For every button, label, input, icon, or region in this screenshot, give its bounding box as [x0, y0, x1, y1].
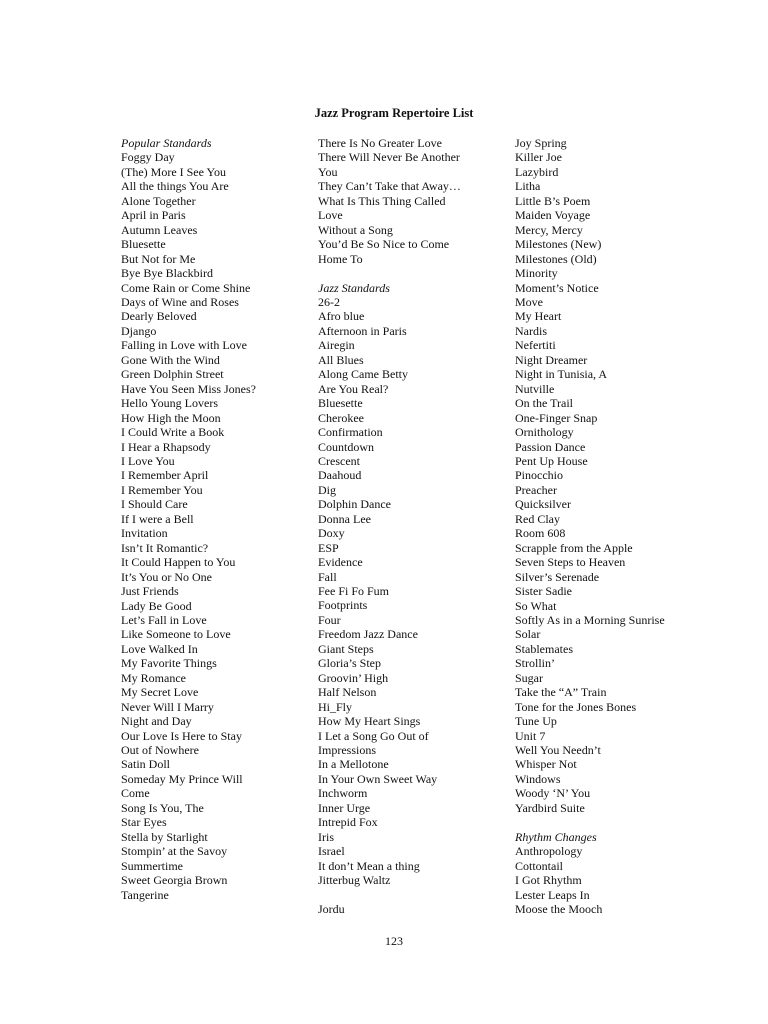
- song-title: Just Friends: [121, 584, 179, 599]
- song-title: April in Paris: [121, 208, 186, 223]
- song-title: If I were a Bell: [121, 511, 194, 526]
- song-title: Silver’s Serenade: [515, 569, 600, 584]
- section-heading: Popular Standards: [121, 136, 212, 150]
- song-title: Out of Nowhere: [121, 743, 199, 758]
- song-title: Footprints: [318, 598, 368, 613]
- section-heading: Jazz Standards: [318, 280, 390, 295]
- song-title: There Will Never Be Another: [318, 150, 460, 165]
- song-title: Moose the Mooch: [515, 902, 603, 916]
- song-title: Let’s Fall in Love: [121, 612, 207, 627]
- song-title: Gone With the Wind: [121, 352, 220, 367]
- song-title: Lady Be Good: [121, 598, 192, 613]
- song-title: Giant Steps: [318, 641, 374, 656]
- song-title: Litha: [515, 179, 541, 194]
- song-title: Half Nelson: [318, 685, 377, 700]
- song-title: I Love You: [121, 453, 175, 468]
- song-title: In Your Own Sweet Way: [318, 771, 438, 786]
- song-title: How My Heart Sings: [318, 714, 421, 729]
- song-title: Night in Tunisia, A: [515, 367, 608, 382]
- song-title: Softly As in a Morning Sunrise: [515, 612, 665, 627]
- song-title: Preacher: [515, 482, 557, 497]
- song-title: Dearly Beloved: [121, 309, 197, 324]
- song-title: Inner Urge: [318, 800, 371, 815]
- song-title: Hi_Fly: [318, 699, 353, 714]
- song-title: What Is This Thing Called: [318, 193, 446, 208]
- song-title: Like Someone to Love: [121, 627, 231, 642]
- song-title: Days of Wine and Roses: [121, 294, 239, 309]
- song-title: Mercy, Mercy: [515, 222, 583, 237]
- song-title: Night Dreamer: [515, 352, 588, 367]
- song-title: Alone Together: [121, 193, 196, 208]
- song-title: Cottontail: [515, 858, 563, 873]
- song-title: I Hear a Rhapsody: [121, 439, 211, 454]
- song-title: I Remember You: [121, 482, 203, 497]
- song-title: But Not for Me: [121, 251, 196, 266]
- song-title: Bye Bye Blackbird: [121, 266, 213, 281]
- song-title: Bluesette: [318, 396, 363, 411]
- song-title: Bluesette: [121, 237, 166, 252]
- song-title: Love Walked In: [121, 641, 198, 656]
- song-title: Sugar: [515, 670, 543, 685]
- song-title: I Let a Song Go Out of: [318, 728, 429, 743]
- song-title: Stablemates: [515, 641, 573, 656]
- song-title: Milestones (New): [515, 237, 602, 252]
- song-title: You’d Be So Nice to Come: [318, 237, 450, 252]
- song-title: Red Clay: [515, 511, 560, 526]
- song-title: My Secret Love: [121, 685, 199, 700]
- song-title: Along Came Betty: [318, 367, 408, 382]
- song-title: My Favorite Things: [121, 656, 217, 671]
- song-title: Pinocchio: [515, 468, 563, 483]
- song-title: Afternoon in Paris: [318, 323, 407, 338]
- song-title: Doxy: [318, 526, 345, 541]
- song-title: Tone for the Jones Bones: [515, 699, 637, 714]
- song-title: Passion Dance: [515, 439, 586, 454]
- song-title: Whisper Not: [515, 757, 577, 772]
- blank-line: [318, 888, 461, 902]
- song-title: I Got Rhythm: [515, 873, 582, 888]
- song-title: Groovin’ High: [318, 670, 389, 685]
- song-title: Solar: [515, 627, 541, 642]
- song-title: Without a Song: [318, 222, 393, 237]
- song-title: Song Is You, The: [121, 800, 204, 815]
- song-title: Donna Lee: [318, 511, 371, 526]
- song-title: Move: [515, 294, 543, 309]
- song-title: Seven Steps to Heaven: [515, 555, 626, 570]
- repertoire-column-1: [121, 136, 256, 902]
- song-title: Falling in Love with Love: [121, 338, 247, 353]
- song-title: 26-2: [318, 294, 340, 309]
- song-title: Our Love Is Here to Stay: [121, 728, 242, 743]
- song-title: Room 608: [515, 526, 566, 541]
- song-title: Isn’t It Romantic?: [121, 540, 209, 555]
- song-title: Satin Doll: [121, 757, 171, 772]
- song-title: Lester Leaps In: [515, 887, 590, 902]
- song-title: Autumn Leaves: [121, 222, 198, 237]
- song-title: Woody ‘N’ You: [515, 786, 591, 801]
- song-title: Maiden Voyage: [515, 208, 591, 223]
- song-title: Milestones (Old): [515, 251, 597, 266]
- song-title: How High the Moon: [121, 410, 221, 425]
- song-title: Dolphin Dance: [318, 497, 391, 512]
- song-title: Jitterbug Waltz: [318, 873, 391, 888]
- song-title: Anthropology: [515, 844, 583, 859]
- song-title: Scrapple from the Apple: [515, 540, 633, 555]
- song-title: Windows: [515, 771, 561, 786]
- song-title: Joy Spring: [515, 136, 567, 150]
- song-title: Yardbird Suite: [515, 800, 585, 815]
- song-title: Tangerine: [121, 887, 169, 902]
- song-title: All Blues: [318, 352, 364, 367]
- song-title: Little B’s Poem: [515, 193, 591, 208]
- song-title: One-Finger Snap: [515, 410, 598, 425]
- song-title: Airegin: [318, 338, 355, 353]
- song-title: Iris: [318, 829, 334, 844]
- song-title: Green Dolphin Street: [121, 367, 224, 382]
- repertoire-column-2: [318, 136, 461, 916]
- song-title: Minority: [515, 266, 558, 281]
- song-title: It Could Happen to You: [121, 555, 236, 570]
- song-title: Pent Up House: [515, 453, 588, 468]
- song-title: I Should Care: [121, 497, 188, 512]
- song-title: Inchworm: [318, 786, 368, 801]
- song-title: Well You Needn’t: [515, 743, 601, 758]
- song-title: Moment’s Notice: [515, 280, 599, 295]
- song-title: Hello Young Lovers: [121, 396, 219, 411]
- song-title: Crescent: [318, 453, 360, 468]
- song-title: Have You Seen Miss Jones?: [121, 381, 256, 396]
- song-title: Stompin’ at the Savoy: [121, 844, 228, 859]
- song-title: Four: [318, 612, 341, 627]
- song-title: Jordu: [318, 901, 345, 916]
- song-title: All the things You Are: [121, 179, 229, 194]
- song-title: In a Mellotone: [318, 757, 389, 772]
- song-title: Tune Up: [515, 714, 557, 729]
- song-title: Evidence: [318, 555, 363, 570]
- song-title: Strollin’: [515, 656, 556, 671]
- song-title: Cherokee: [318, 410, 364, 425]
- song-title: They Can’t Take that Away…: [318, 179, 461, 194]
- song-title: Nardis: [515, 323, 547, 338]
- song-title: Israel: [318, 844, 345, 859]
- song-title: My Romance: [121, 670, 186, 685]
- song-title: Ornithology: [515, 425, 574, 440]
- song-title: Summertime: [121, 858, 183, 873]
- song-title: Come Rain or Come Shine: [121, 280, 251, 295]
- song-title: On the Trail: [515, 396, 574, 411]
- song-title: Killer Joe: [515, 150, 562, 165]
- page-number: 123: [385, 934, 403, 948]
- page-title: Jazz Program Repertoire List: [314, 106, 474, 120]
- song-title: Confirmation: [318, 425, 383, 440]
- song-title: Are You Real?: [318, 381, 389, 396]
- song-title: Home To: [318, 251, 363, 266]
- song-title: Afro blue: [318, 309, 365, 324]
- song-title: I Could Write a Book: [121, 425, 225, 440]
- song-title: ESP: [318, 540, 339, 555]
- song-title: Impressions: [318, 743, 376, 758]
- song-title: Sweet Georgia Brown: [121, 873, 228, 888]
- song-title: Nefertiti: [515, 338, 556, 353]
- song-title: Fee Fi Fo Fum: [318, 584, 390, 599]
- repertoire-column-3: [515, 136, 665, 916]
- song-title: It’s You or No One: [121, 569, 213, 584]
- song-title: There Is No Greater Love: [318, 136, 442, 150]
- song-title: Fall: [318, 569, 337, 584]
- blank-line: [515, 815, 665, 829]
- song-title: So What: [515, 598, 557, 613]
- song-title: Take the “A” Train: [515, 685, 607, 700]
- song-title: (The) More I See You: [121, 164, 226, 179]
- section-heading: Rhythm Changes: [515, 829, 597, 844]
- song-title: Foggy Day: [121, 150, 175, 165]
- song-title: Someday My Prince Will: [121, 771, 243, 786]
- song-title: Quicksilver: [515, 497, 571, 512]
- song-title: Daahoud: [318, 468, 362, 483]
- song-title: Dig: [318, 482, 336, 497]
- song-title: I Remember April: [121, 468, 209, 483]
- song-title: Night and Day: [121, 714, 192, 729]
- song-title: Unit 7: [515, 728, 546, 743]
- song-title: Intrepid Fox: [318, 815, 378, 830]
- song-title: Gloria’s Step: [318, 656, 381, 671]
- song-title: Lazybird: [515, 164, 559, 179]
- song-title: Sister Sadie: [515, 584, 572, 599]
- song-title: Love: [318, 208, 343, 223]
- song-title: You: [318, 164, 338, 179]
- blank-line: [318, 266, 461, 280]
- song-title: Nutville: [515, 381, 555, 396]
- song-title: Stella by Starlight: [121, 829, 208, 844]
- song-title: Django: [121, 323, 157, 338]
- song-title: Countdown: [318, 439, 375, 454]
- song-title: Never Will I Marry: [121, 699, 214, 714]
- song-title: My Heart: [515, 309, 562, 324]
- song-title: Invitation: [121, 526, 168, 541]
- song-title: Freedom Jazz Dance: [318, 627, 418, 642]
- song-title: Come: [121, 786, 150, 801]
- song-title: Star Eyes: [121, 815, 167, 830]
- song-title: It don’t Mean a thing: [318, 858, 420, 873]
